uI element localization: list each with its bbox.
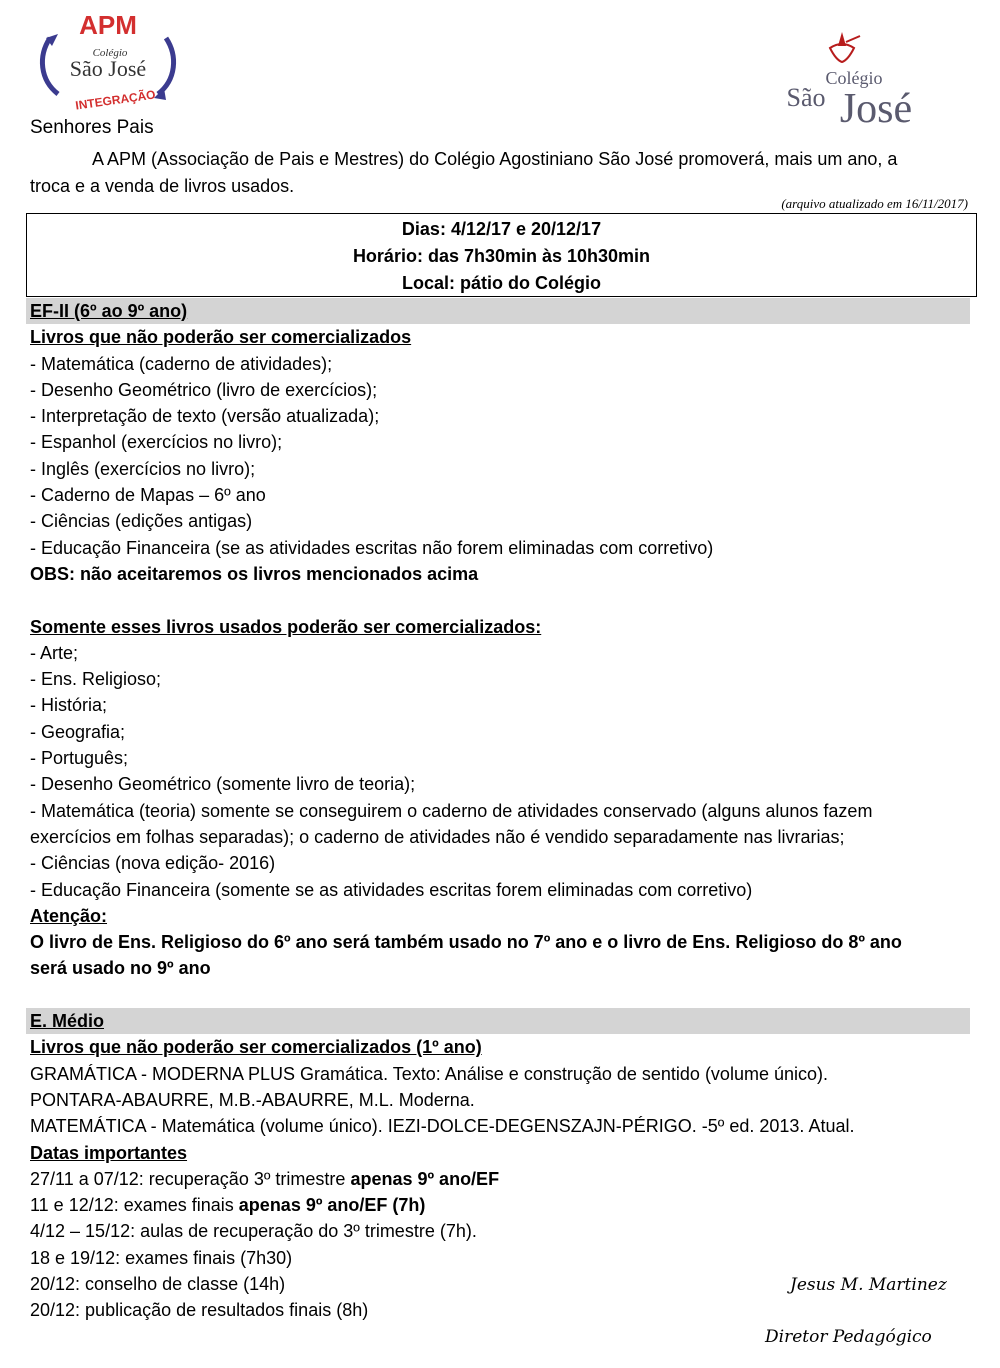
- svg-text:APM: APM: [79, 10, 137, 40]
- date-entry: 20/12: conselho de classe (14h): [30, 1273, 286, 1294]
- list-item-continued: exercícios em folhas separadas); o caderno de atividades não é vendido separadamente nas livrarias;: [30, 826, 845, 847]
- main-content: [30, 298, 972, 1324]
- intro-paragraph: [30, 146, 970, 200]
- list-item: - Ens. Religioso;: [30, 669, 162, 690]
- event-place: Local: pátio do Colégio: [402, 273, 601, 293]
- sold-title: Somente esses livros usados poderão ser comercializados:: [30, 616, 542, 637]
- not-sold-title: Livros que não poderão ser comercializados: [30, 327, 412, 348]
- list-item: - História;: [30, 695, 108, 716]
- svg-text:José: José: [839, 86, 913, 132]
- list-item: - Arte;: [30, 642, 79, 663]
- list-item: - Ciências (nova edição- 2016): [30, 853, 276, 874]
- list-item: - Educação Financeira (se as atividades escritas não forem eliminadas com corretivo): [30, 537, 714, 558]
- list-item: - Ciências (edições antigas): [30, 511, 253, 532]
- date-entry: 18 e 19/12: exames finais (7h30): [30, 1247, 293, 1268]
- update-note: (arquivo atualizado em 16/11/2017): [781, 196, 968, 211]
- signature-name: Jesus M. Martinez: [790, 1275, 947, 1295]
- greeting: Senhores Pais: [30, 117, 154, 138]
- apm-logo: [28, 8, 188, 116]
- list-item: - Geografia;: [30, 721, 126, 742]
- list-item: - Desenho Geométrico (livro de exercícios);: [30, 379, 378, 400]
- event-time: Horário: das 7h30min às 10h30min: [352, 246, 651, 266]
- list-item: - Matemática (caderno de atividades);: [30, 353, 333, 374]
- event-info-box: [26, 213, 977, 297]
- obs-note: OBS: não aceitaremos os livros mencionados acima: [30, 563, 479, 584]
- svg-text:São: São: [786, 83, 826, 112]
- section-heading-ef2: EF-II (6º ao 9º ano): [26, 298, 970, 324]
- attention-title: Atenção:: [30, 905, 108, 926]
- school-logo: [776, 26, 926, 138]
- list-item: - Desenho Geométrico (somente livro de teoria);: [30, 774, 416, 795]
- date-entry: 20/12: publicação de resultados finais (8h): [30, 1300, 369, 1321]
- book-entry: PONTARA-ABAURRE, M.B.-ABAURRE, M.L. Moderna.: [30, 1089, 475, 1110]
- date-entry: 11 e 12/12: exames finais apenas 9º ano/EF (7h): [30, 1195, 426, 1216]
- list-item: - Caderno de Mapas – 6º ano: [30, 485, 266, 506]
- intro-line: A APM (Associação de Pais e Mestres) do Colégio Agostiniano São José promoverá, mais um ano, a: [92, 149, 898, 169]
- svg-text:Colégio: Colégio: [825, 68, 883, 88]
- list-item: - Matemática (teoria) somente se conseguirem o caderno de atividades conservado (alguns alunos fazem: [30, 800, 873, 821]
- svg-text:INTEGRAÇÃO: INTEGRAÇÃO: [74, 87, 157, 113]
- date-entry: 4/12 – 15/12: aulas de recuperação do 3º trimestre (7h).: [30, 1221, 477, 1242]
- signature-title: Diretor Pedagógico: [765, 1327, 932, 1347]
- list-item: - Interpretação de texto (versão atualizada);: [30, 406, 380, 427]
- list-item: - Inglês (exercícios no livro);: [30, 458, 256, 479]
- svg-text:Colégio: Colégio: [92, 47, 128, 59]
- dates-title: Datas importantes: [30, 1142, 188, 1163]
- attention-text: O livro de Ens. Religioso do 6º ano será também usado no 7º ano e o livro de Ens. Religioso do 8º ano: [30, 932, 902, 953]
- book-entry: MATEMÁTICA - Matemática (volume único). IEZI-DOLCE-DEGENSZAJN-PÉRIGO. -5º ed. 2013. Atual.: [30, 1116, 855, 1137]
- attention-text: será usado no 9º ano: [30, 958, 211, 979]
- intro-line: troca e a venda de livros usados.: [30, 176, 295, 196]
- section-heading-em: E. Médio: [26, 1008, 970, 1034]
- em-not-sold-title: Livros que não poderão ser comercializados (1º ano): [30, 1037, 482, 1058]
- list-item: - Educação Financeira (somente se as atividades escritas forem eliminadas com corretivo): [30, 879, 753, 900]
- list-item: - Português;: [30, 748, 129, 769]
- event-dates: Dias: 4/12/17 e 20/12/17: [401, 219, 602, 239]
- svg-text:São José: São José: [69, 56, 147, 81]
- book-entry: GRAMÁTICA - MODERNA PLUS Gramática. Texto: Análise e construção de sentido (volume único).: [30, 1063, 828, 1084]
- date-entry: 27/11 a 07/12: recuperação 3º trimestre apenas 9º ano/EF: [30, 1168, 500, 1189]
- list-item: - Espanhol (exercícios no livro);: [30, 432, 283, 453]
